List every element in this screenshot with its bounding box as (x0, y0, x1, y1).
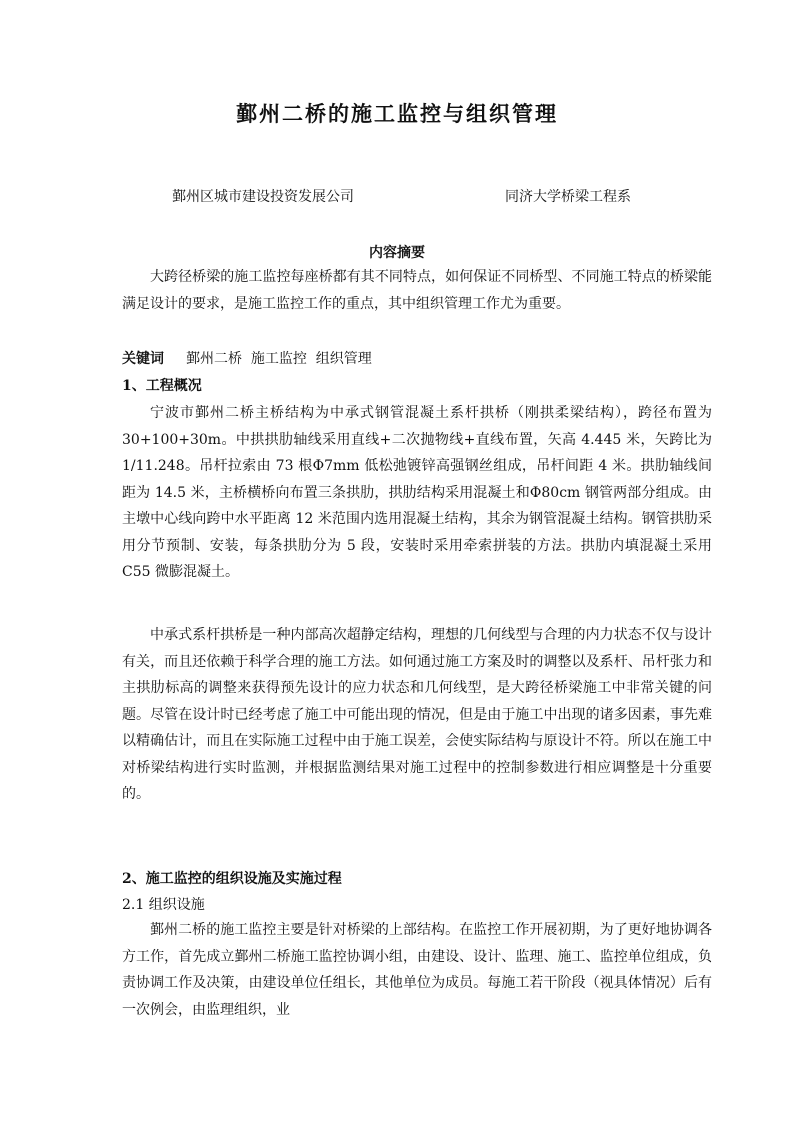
keywords-text: 鄞州二桥 施工监控 组织管理 (186, 351, 372, 367)
abstract-text: 大跨径桥梁的施工监控每座桥都有其不同特点，如何保证不同桥型、不同施工特点的桥梁能满足设计的要求，是施工监控工作的重点，其中组织管理工作尤为重要。 (122, 269, 712, 312)
keywords-line (122, 348, 372, 368)
keywords-label: 关键词 (122, 351, 164, 367)
affiliation-left: 鄞州区城市建设投资发展公司 (172, 189, 354, 205)
section-1-paragraph-2: 中承式系杆拱桥是一种内部高次超静定结构，理想的几何线型与合理的内力状态不仅与设计有关，而且还依赖于科学合理的施工方法。如何通过施工方案及时的调整以及系杆、吊杆张力和主拱肋标高的调整来获得预先设计的应力状态和几何线型，是大跨径桥梁施工中非常关键的问题。尽管在设计时已经考虑了施工中可能出现的情况，但是由于施工中出现的诸多因素，事先难以精确估计，而且在实际施工过程中由于施工误差，会使实际结构与原设计不符。所以在施工中对桥梁结构进行实时监测，并根据监测结果对施工过程中的控制参数进行相应调整是十分重要的。 (122, 627, 712, 802)
abstract-heading: 内容摘要 (369, 245, 425, 261)
section-2-1-heading: 2.1 组织设施 (122, 897, 205, 913)
section-1-heading: 1、工程概况 (122, 378, 202, 394)
section-2-paragraph-1: 鄞州二桥的施工监控主要是针对桥梁的上部结构。在监控工作开展初期，为了更好地协调各方工作，首先成立鄞州二桥施工监控协调小组，由建设、设计、监理、施工、监控单位组成，负责协调工作及决策，由建设单位任组长，其他单位为成员。每施工若干阶段（视具体情况）后有一次例会，由监理组织，业 (122, 922, 712, 1018)
section-1-paragraph-1: 宁波市鄞州二桥主桥结构为中承式钢管混凝土系杆拱桥（刚拱柔梁结构），跨径布置为 30+100+30m。中拱拱肋轴线采用直线+二次抛物线+直线布置，矢高 4.445 米，矢跨比为 1/11.248。吊杆拉索由 73 根Φ7mm 低松弛镀锌高强钢丝组成，吊杆间距 4 米。拱肋轴线间距为 14.5 米，主桥横桥向布置三条拱肋，拱肋结构采用混凝土和Φ80cm 钢管两部分组成。由主墩中心线向跨中水平距离 12 米范围内选用混凝土结构，其余为钢管混凝土结构。钢管拱肋采用分节预制、安装，每条拱肋分为 5 段，安装时采用牵索拼装的方法。拱肋内填混凝土采用 C55 微膨混凝土。 (122, 405, 712, 580)
section-2-heading: 2、施工监控的组织设施及实施过程 (122, 871, 342, 887)
affiliation-right: 同济大学桥梁工程系 (505, 189, 631, 205)
document-title: 鄞州二桥的施工监控与组织管理 (236, 101, 558, 126)
